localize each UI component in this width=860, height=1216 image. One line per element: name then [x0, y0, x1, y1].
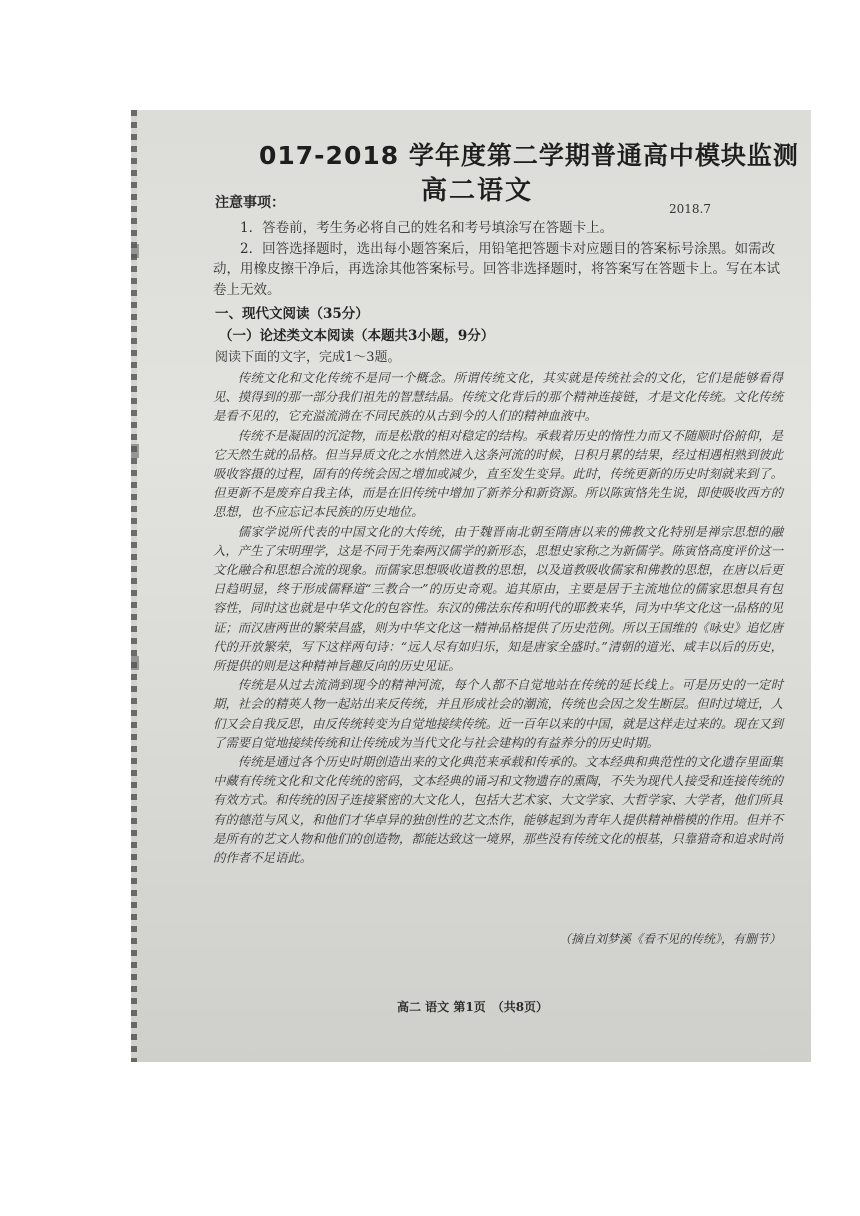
page-footer: 高二 语文 第1页 （共8页） [397, 1000, 549, 1014]
passage-paragraph: 儒家学说所代表的中国文化的大传统，由于魏晋南北朝至隋唐以来的佛教文化特别是禅宗思想的融入，产生了宋明理学，这是不同于先秦两汉儒学的新形态，思想史家称之为新儒学。陈寅恪高度评价这一文化融合和思想合流的现象。而儒家思想吸收道教的思想，以及道教吸收儒家和佛教的思想，在唐以后更日趋明显，终于形成儒释道“三教合一”的历史奇观。追其原由，主要是居于主流地位的儒家思想具有包容性，同时这也就是中华文化的包容性。东汉的佛法东传和明代的耶教来华，同为中华文化这一品格的见证；而汉唐两世的繁荣昌盛，则为中华文化这一精神品格提供了历史范例。所以王国维的《咏史》追忆唐代的开放繁荣，写下这样两句诗：“远人尽有如归乐，知是唐家全盛时。”清朝的道光、咸丰以后的历史，所提供的则是这种精神旨趣反向的历史见证。 [213, 523, 783, 674]
section-subtitle: （一）论述类文本阅读（本题共3小题，9分） [219, 328, 495, 344]
scanned-exam-page [131, 110, 811, 1062]
passage-source: （摘自刘梦溪《看不见的传统》，有删节） [558, 932, 781, 946]
reading-passage [213, 368, 783, 867]
notice-list [213, 218, 781, 300]
passage-paragraph: 传统文化和文化传统不是同一个概念。所谓传统文化，其实就是传统社会的文化，它们是能够看得见、摸得到的那一部分我们祖先的智慧结晶。传统文化背后的那个精神连接链，才是文化传统。文化传统是看不见的，它充溢流淌在不同民族的从古到今的人们的精神血液中。 [213, 370, 783, 424]
section-title: 一、现代文阅读（35分） [215, 306, 369, 322]
binding-mark [131, 244, 139, 258]
passage-paragraph: 传统是通过各个历史时期创造出来的文化典范来承载和传承的。文本经典和典范性的文化遗存里面集中藏有传统文化和文化传统的密码，文本经典的诵习和文物遗存的熏陶，不失为现代人接受和连接传统的有效方式。和传统的因子连接紧密的大文化人，包括大艺术家、大文学家、大哲学家、大学者，他们所具有的德范与风义，和他们才华卓异的独创性的艺文杰作，能够起到为青年人提供精神楷模的作用。但并不是所有的艺文人物和他们的创造物，都能达致这一境界，那些没有传统文化的根基，只靠猎奇和追求时尚的作者不足语此。 [213, 754, 783, 866]
passage-paragraph: 传统是从过去流淌到现今的精神河流，每个人都不自觉地站在传统的延长线上。可是历史的一定时期，社会的精英人物一起站出来反传统，并且形成社会的潮流，传统也会因之发生断层。但时过境迁，人们又会自我反思，由反传统转变为自觉地接续传统。近一百年以来的中国，就是这样走过来的。现在又到了需要自觉地接续传统和让传统成为当代文化与社会建构的有益养分的历史时期。 [213, 677, 783, 750]
notice-item: 1．答卷前，考生务必将自己的姓名和考号填涂写在答题卡上。 [240, 220, 614, 236]
exam-subject: 高二语文 [421, 176, 534, 206]
notice-item: 2．回答选择题时，选出每小题答案后，用铅笔把答题卡对应题目的答案标号涂黑。如需改动，用橡皮擦干净后，再选涂其他答案标号。回答非选择题时，将答案写在答题卡上。写在本试卷上无效。 [213, 240, 780, 298]
passage-paragraph: 传统不是凝固的沉淀物，而是松散的相对稳定的结构。承载着历史的惰性力而又不随顺时俗俯仰，是它天然生就的品格。但当异质文化之水悄然进入这条河流的时候，日积月累的结果，经过相遇相熟到彼此吸收容摄的过程，固有的传统会因之增加或减少，直至发生变异。此时，传统更新的历史时刻就来到了。但更新不是废弃自我主体，而是在旧传统中增加了新养分和新资源。所以陈寅恪先生说，即使吸收西方的思想，也不应忘记本民族的历史地位。 [213, 427, 783, 520]
notice-heading: 注意事项： [215, 195, 285, 211]
exam-date: 2018.7 [669, 202, 711, 216]
exam-title: 017-2018 学年度第二学期普通高中模块监测 [259, 141, 799, 170]
binding-mark [131, 444, 139, 458]
reading-instruction: 阅读下面的文字，完成1～3题。 [215, 350, 401, 365]
binding-mark [131, 656, 139, 670]
